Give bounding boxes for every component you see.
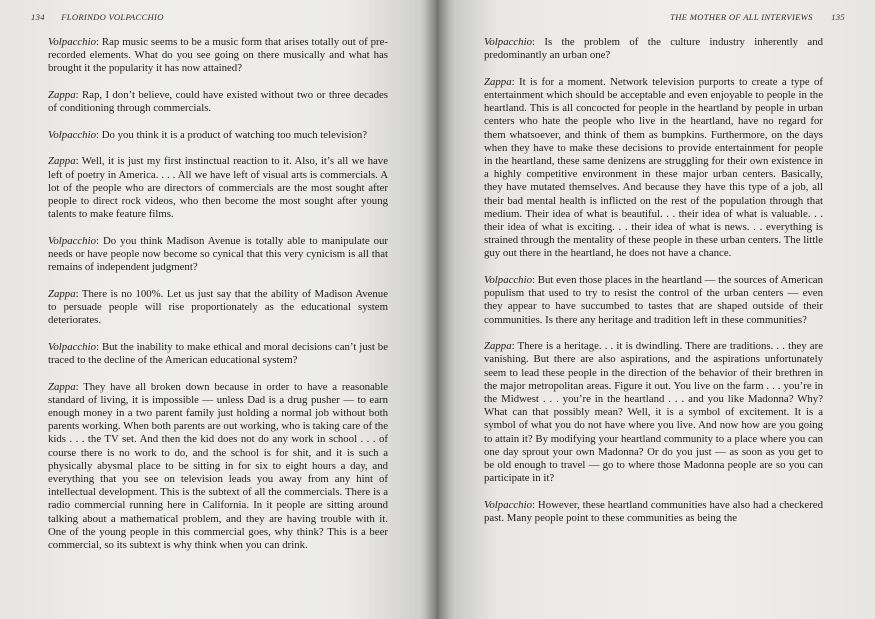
right-running-header xyxy=(670,12,845,22)
speaker-name: Volpacchio xyxy=(484,498,532,511)
interview-paragraph: Zappa: They have all broken down because in order to have a reasonable standard of living, it is impossible — unless Dad is a drug pusher — to earn enough money in a two parent family just holding a normal job without both parents working. When both parents are out working, who is taking care of the kids . . . the TV set. And then the kid does not do any work in school . . . of course there is no work to do, and the school is for shit, and it is such a physically abysmal place to be sitting in for six to eight hours a day, and everything that you see on television leads you away from any hint of intellectual development. This is the subtext of all the commercials. There is a radio commercial running here in California. In it people are sitting around talking about a mathematical problem, and they are having trouble with it. One of the young people in this commercial goes, why think? This is a beer commercial, so its subtext is why think when you can drink. xyxy=(48,380,388,552)
paragraph-text: Rap music seems to be a music form that arises totally out of pre-recorded elements. What do you see going on there musically and what has brought it the popularity it has now attained? xyxy=(48,36,388,75)
book-gutter xyxy=(425,0,449,619)
right-running-head: THE MOTHER OF ALL INTERVIEWS xyxy=(670,12,813,22)
speaker-name: Volpacchio xyxy=(484,274,532,287)
speaker-name: Volpacchio xyxy=(484,36,532,48)
left-page xyxy=(0,0,437,619)
speaker-name: Zappa xyxy=(48,287,76,300)
interview-paragraph: Zappa: Well, it is just my first instinctual reaction to it. Also, it’s all we have left of poetry in America. . . . All we have left of visual arts is commercials. A lot of the people who are directors of commercials are the most sought after people to direct rock videos, who then become the most sought after young talents to make feature films. xyxy=(48,155,388,221)
speaker-name: Volpacchio xyxy=(48,36,96,48)
interview-paragraph: Zappa: It is for a moment. Network television purports to create a type of entertainment which should be acceptable and even enjoyable to people in the heartland. This is all concocted for people in the heartland by people in urban centers who hate the people who live in the heartland, have no regard for them whatsoever, and think of them as bumpkins. Furthermore, on the days when they have to make these decisions to provide entertainment for people in the heartland, these same denizens are struggling for their own existence in a highly competitive environment in these major urban centers. Basically, they have mutated themselves. And because they have this type of a job, all their bad mental health is inflicted on the rest of the population through that medium. Their idea of what is beautiful. . . their idea of what is valuable. . . their idea of what is exciting. . . their idea of what is news. . . everything is strained through the mentality of these people in these urban centers. The little guy out there in the heartland, he does not have a chance. xyxy=(484,75,823,260)
paragraph-text: Well, it is just my first instinctual reaction to it. Also, it’s all we have left of poetry in America. . . . All we have left of visual arts is commercials. A lot of the people who are directors of commercials are the most sought after people to direct rock videos, who then become the most sought after young talents to make feature films. xyxy=(48,155,388,221)
speaker-name: Volpacchio xyxy=(48,340,96,353)
left-page-number: 134 xyxy=(31,12,45,22)
speaker-name: Zappa xyxy=(48,155,76,168)
interview-paragraph: Zappa: There is a heritage. . . it is dwindling. There are traditions. . . they are vanishing. But there are also aspirations, and the aspirations unfortunately seem to lead these people in the direction of the behavior of their brethren in the major metropolitan areas. Figure it out. You live on the farm . . . you’re in the Midwest . . . you’re in the heartland . . . and you like Madonna? Why? What can that possibly mean? Well, it is a symbol of excitement. It is a symbol of what you do not have where you live. And now how are you going to attain it? By modifying your heartland community to a place where you can one day sprout your own Madonna? Or do you just — as soon as you get to be old enough to travel — go to where those Madonna people are so you can participate in it? xyxy=(484,340,823,485)
speaker-name: Zappa xyxy=(48,380,76,393)
left-page-text xyxy=(48,36,388,566)
right-page-text xyxy=(484,36,823,539)
interview-paragraph: Volpacchio: But the inability to make ethical and moral decisions can’t just be traced to the decline of the American educational system? xyxy=(48,340,388,366)
interview-paragraph: Volpacchio: Do you think Madison Avenue is totally able to manipulate our needs or have people now become so cynical that this very cynicism is all that remains of independent judgment? xyxy=(48,234,389,274)
speaker-name: Zappa xyxy=(484,75,512,88)
speaker-name: Zappa xyxy=(48,89,76,101)
left-running-head: FLORINDO VOLPACCHIO xyxy=(61,12,164,22)
paragraph-text: It is for a moment. Network television purports to create a type of entertainment which should be acceptable and even enjoyable to people in the heartland. This is all concocted for people in the heartland by people in urban centers who hate the people who live in the heartland, have no regard for them whatsoever, and think of them as bumpkins. Furthermore, on the days when they have to make these decisions to provide entertainment for people in the heartland, these same denizens are struggling for their own existence in a highly competitive environment in these major urban centers. Basically, they have mutated themselves. And because they have this type of a job, all their bad mental health is inflicted on the rest of the population through that medium. Their idea of what is beautiful. . . their idea of what is valuable. . . their idea of what is exciting. . . their idea of what is news. . . everything is strained through the mentality of these people in these urban centers. The little guy out there in the heartland, he does not have a chance. xyxy=(484,75,823,260)
paragraph-text: But even those places in the heartland — the sources of American populism that used to try to resist the control of the urban centers — even they appear to have succumbed to tastes that are shaped outside of their communities. Is there any heritage and tradition left in these communities? xyxy=(484,274,823,326)
paragraph-text: Rap, I don’t believe, could have existed without two or three decades of conditioning through commercials. xyxy=(48,89,388,115)
right-page xyxy=(437,0,875,619)
speaker-name: Volpacchio xyxy=(48,128,96,141)
left-running-header xyxy=(31,12,164,22)
paragraph-text: But the inability to make ethical and moral decisions can’t just be traced to the decline of the American educational system? xyxy=(48,340,388,366)
paragraph-text: They have all broken down because in order to have a reasonable standard of living, it is impossible — unless Dad is a drug pusher — to earn enough money in a two parent family just holding a normal job without both parents working. When both parents are out working, who is taking care of the kids . . . the TV set. And then the kid does not do any work in school . . . of course there is no work to do, and the school is for shit, and it is such a physically abysmal place to be sitting in for six to eight hours a day, and everything that you see on television leads you away from any hint of intellectual development. This is the subtext of all the commercials. There is a radio commercial running here in California. In it people are sitting around talking about a mathematical problem, and they are having trouble with it. One of the young people in this commercial goes, why think? This is a beer commercial, so its subtext is why think when you can drink. xyxy=(48,380,388,552)
interview-paragraph: Volpacchio: Do you think it is a product of watching too much television? xyxy=(48,128,368,141)
paragraph-text: Is the problem of the culture industry inherently and predominantly an urban one? xyxy=(484,36,823,62)
paragraph-text: There is a heritage. . . it is dwindling. There are traditions. . . they are vanishing. But there are also aspirations, and the aspirations unfortunately seem to lead these people in the direction of the behavior of their brethren in the major metropolitan areas. Figure it out. You live on the farm . . . you’re in the Midwest . . . you’re in the heartland . . . and you like Madonna? Why? What can that possibly mean? Well, it is a symbol of excitement. It is a symbol of what you do not have where you live. And now how are you going to attain it? By modifying your heartland community to a place where you can one day sprout your own Madonna? Or do you just — as soon as you get to be old enough to travel — go to where those Madonna people are so you can participate in it? xyxy=(484,340,823,485)
paragraph-text: There is no 100%. Let us just say that the ability of Madison Avenue to persuade people will rise proportionately as the educational system deteriorates. xyxy=(48,287,388,327)
speaker-name: Volpacchio xyxy=(48,234,96,247)
interview-paragraph: Volpacchio: But even those places in the heartland — the sources of American populism that used to try to resist the control of the urban centers — even they appear to have succumbed to tastes that are shaped outside of their communities. Is there any heritage and tradition left in these communities? xyxy=(484,274,823,326)
paragraph-text: However, these heartland communities have also had a checkered past. Many people point to these communities as being the xyxy=(484,498,823,525)
speaker-name: Zappa xyxy=(484,340,512,353)
interview-paragraph: Zappa: There is no 100%. Let us just say that the ability of Madison Avenue to persuade people will rise proportionately as the educational system deteriorates. xyxy=(48,287,388,327)
interview-paragraph: Volpacchio: Is the problem of the culture industry inherently and predominantly an urban one? xyxy=(484,36,823,62)
interview-paragraph: Volpacchio: However, these heartland communities have also had a checkered past. Many people point to these communities as being the xyxy=(484,498,823,525)
interview-paragraph: Volpacchio: Rap music seems to be a music form that arises totally out of pre-recorded elements. What do you see going on there musically and what has brought it the popularity it has now attained? xyxy=(48,36,388,75)
paragraph-text: Do you think it is a product of watching too much television? xyxy=(101,128,368,141)
paragraph-text: Do you think Madison Avenue is totally able to manipulate our needs or have people now become so cynical that this very cynicism is all that remains of independent judgment? xyxy=(48,234,389,274)
right-page-number: 135 xyxy=(831,12,845,22)
interview-paragraph: Zappa: Rap, I don’t believe, could have existed without two or three decades of conditioning through commercials. xyxy=(48,89,388,115)
